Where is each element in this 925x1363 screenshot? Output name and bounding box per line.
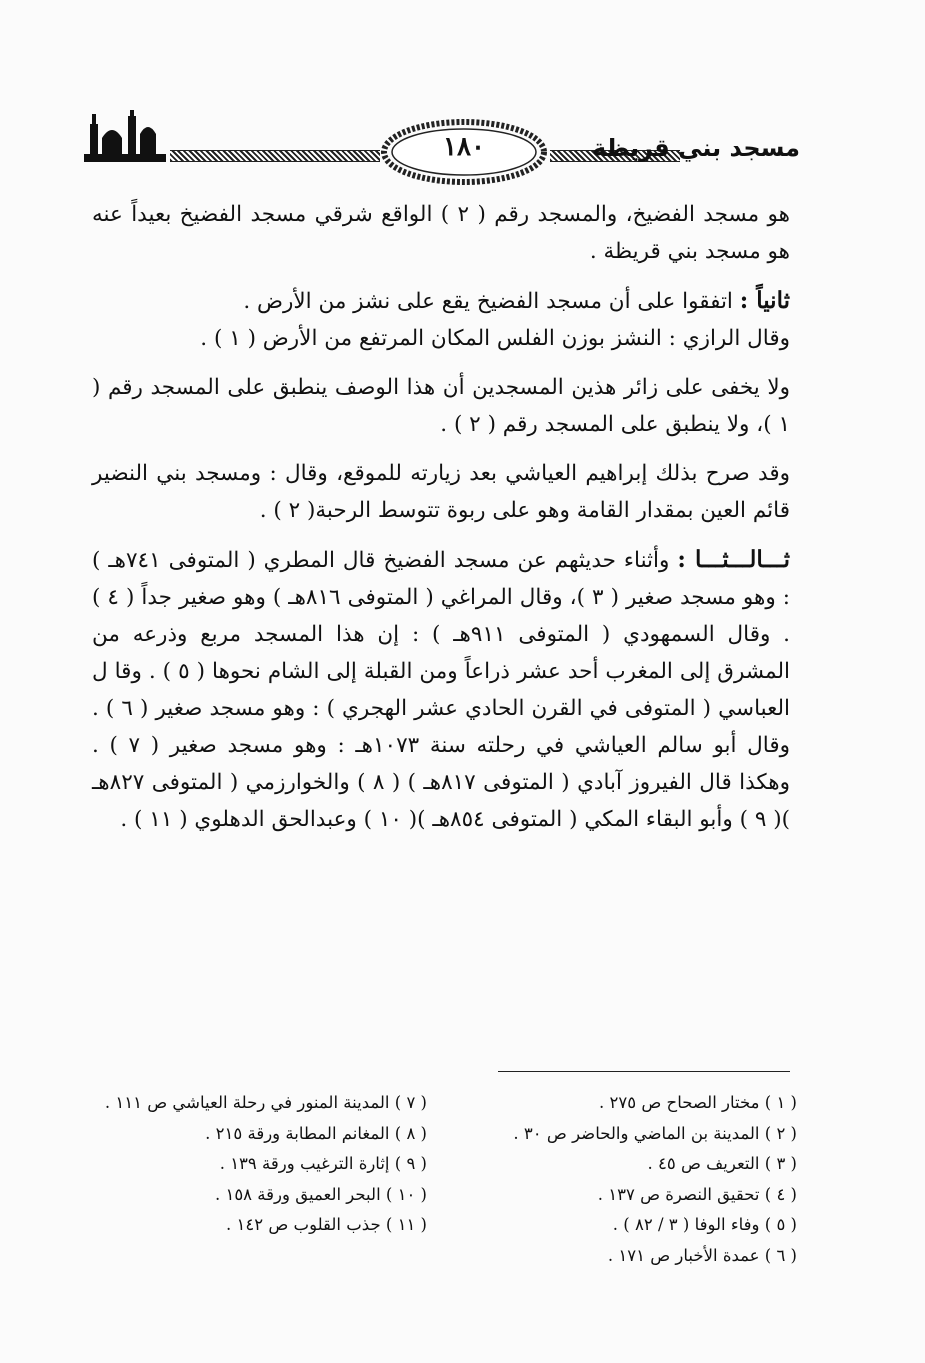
main-text [92,196,790,838]
footnote-11: ( ١١ ) جذب القلوب ص ١٤٢ . [226,1215,427,1234]
running-title: مسجد بني قريظة [592,134,800,162]
minaret-ornament-icon [80,110,170,166]
paragraph-6 [92,541,790,838]
paragraph-6-text: وأثناء حديثهم عن مسجد الفضيخ قال المطري ( المتوفى ٧٤١هـ ) : وهو مسجد صغير ( ٣ )، وقال المراغي ( المتوفى ٨١٦هـ ) وهو صغير جداً ( ٤ ) . وقال السمهودي ( المتوفى ٩١١هـ ) : إن هذا المسجد مربع وذرعه من المشرق إلى المغرب أحد عشر ذراعاً ومن القبلة إلى الشام نحوها ( ٥ ) . وقا ل العباسي ( المتوفى في القرن الحادي عشر الهجري ) : وهو مسجد صغير ( ٦ ) . وقال أبو سالم العياشي في رحلته سنة ١٠٧٣هـ : وهو مسجد صغير ( ٧ ) . وهكذا قال الفيروز آبادي ( المتوفى ٨١٧هـ ) ( ٨ ) والخوارزمي ( المتوفى ٨٢٧هـ )( ٩ ) وأبو البقاء المكي ( المتوفى ٨٥٤هـ )( ١٠ ) وعبدالحق الدهلوي ( ١١ ) . [92,548,791,832]
footnotes-left-column [82,1088,427,1241]
footnote-8: ( ٨ ) المغانم المطابة ورقة ٢١٥ . [205,1123,427,1143]
header-rule-left [170,150,380,162]
paragraph-6-lead: ثـــالـــثـــا : [677,546,791,573]
paragraph-2-text: اتفقوا على أن مسجد الفضيخ يقع على نشز من الأرض . [243,289,740,314]
page-number: ١٨٠ [443,132,485,162]
footnote-6: ( ٦ ) عمدة الأخبار ص ١٧١ . [607,1245,797,1265]
paragraph-1: هو مسجد الفضيخ، والمسجد رقم ( ٢ ) الواقع شرقي مسجد الفضيخ بعيداً عنه هو مسجد بني قريظة . [92,202,790,264]
footnote-10: ( ١٠ ) البحر العميق ورقة ١٥٨ . [214,1184,427,1204]
paragraph-5: وقد صرح بذلك إبراهيم العياشي بعد زيارته للموقع، وقال : ومسجد بني النضير قائم العين بمقدار القامة وهو على ربوة تتوسط الرحبة( ٢ ) . [92,461,790,523]
footnote-3: ( ٣ ) التعريف ص ٤٥ . [647,1154,797,1173]
footnote-4: ( ٤ ) تحقيق النصرة ص ١٣٧ . [597,1184,797,1204]
footnote-separator [498,1071,790,1072]
page-header [80,110,800,190]
paragraph-2-lead: ثانياً : [739,287,790,314]
footnote-2: ( ٢ ) المدينة بن الماضي والحاضر ص ٣٠ . [513,1123,797,1143]
footnote-5: ( ٥ ) وفاء الوفا ( ٣ / ٨٢ ) . [612,1215,797,1234]
footnote-1: ( ١ ) مختار الصحاح ص ٢٧٥ . [599,1093,797,1112]
paragraph-4: ولا يخفى على زائر هذين المسجدين أن هذا الوصف ينطبق على المسجد رقم ( ١ )، ولا ينطبق على المسجد رقم ( ٢ ) . [92,375,790,437]
paragraph-3: وقال الرازي : النشز بوزن الفلس المكان المرتفع من الأرض ( ١ ) . [200,326,790,351]
footnote-7: ( ٧ ) المدينة المنور في رحلة العياشي ص ١١١ . [104,1093,427,1112]
footnote-9: ( ٩ ) إثارة الترغيب ورقة ١٣٩ . [219,1154,427,1173]
paragraph-2 [92,282,790,320]
footnotes-right-column [467,1088,797,1271]
